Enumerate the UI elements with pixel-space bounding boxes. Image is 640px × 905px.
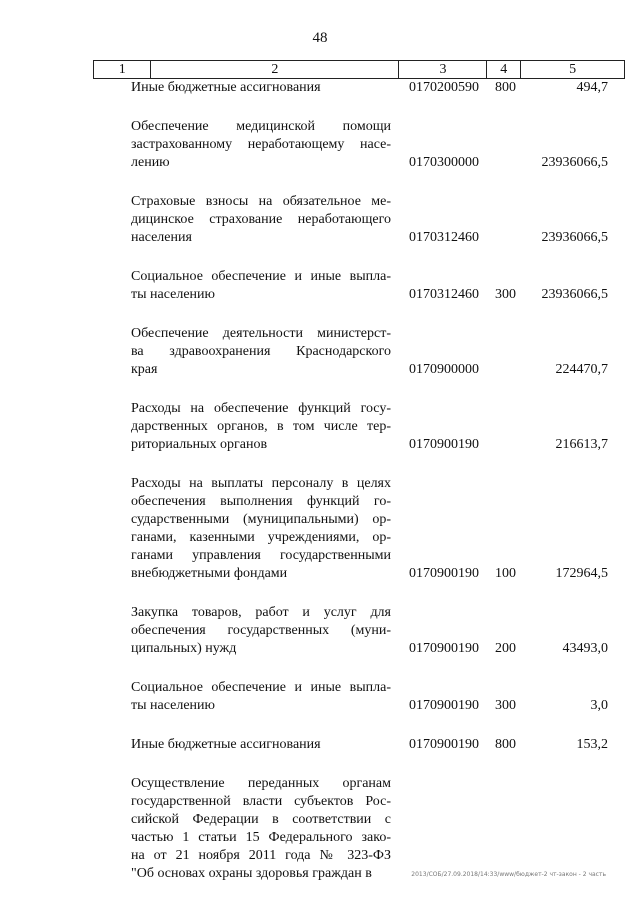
target-code: 0170200590: [409, 80, 479, 95]
description-line: сударственными (муниципальными) ор-: [131, 512, 391, 527]
row-description: [131, 679, 391, 715]
table-row: [0, 268, 640, 304]
amount: 23936066,5: [541, 287, 608, 302]
table-row: [0, 604, 640, 658]
row-description: [131, 475, 391, 583]
description-line: внебюджетными фондами: [131, 566, 288, 581]
target-code: 0170900000: [409, 362, 479, 377]
target-code: 0170312460: [409, 287, 479, 302]
table-row: [0, 325, 640, 379]
table-row: [0, 475, 640, 583]
amount: 3,0: [590, 698, 608, 713]
column-header-3: 3: [399, 61, 487, 79]
description-line: Иные бюджетные ассигнования: [131, 80, 321, 95]
description-line: застрахованному неработающему насе-: [131, 137, 391, 152]
row-description: [131, 193, 391, 247]
description-line: Страховые взносы на обязательное ме-: [131, 194, 391, 209]
expense-type: 200: [495, 641, 516, 656]
description-line: государственной власти субъектов Рос-: [131, 794, 391, 809]
description-line: частью 1 статьи 15 Федерального зако-: [131, 830, 391, 845]
row-description: [131, 79, 391, 97]
row-description: [131, 604, 391, 658]
description-line: ганами управления государственными: [131, 548, 391, 563]
description-line: ганами, казенными учреждениями, ор-: [131, 530, 391, 545]
table-row: [0, 118, 640, 172]
description-line: Социальное обеспечение и иные выпла-: [131, 680, 391, 695]
expense-type: 300: [495, 698, 516, 713]
description-line: Расходы на выплаты персоналу в целях: [131, 476, 391, 491]
description-line: Осуществление переданных органам: [131, 776, 391, 791]
target-code: 0170900190: [409, 437, 479, 452]
table-row: [0, 79, 640, 97]
expense-type: 100: [495, 566, 516, 581]
amount: 494,7: [576, 80, 608, 95]
description-line: лению: [131, 155, 170, 170]
column-header-1: 1: [94, 61, 151, 79]
amount: 224470,7: [555, 362, 608, 377]
description-line: дицинское страхование неработающего: [131, 212, 391, 227]
column-header-row: [93, 60, 625, 79]
description-line: обеспечения выполнения функций го-: [131, 494, 391, 509]
description-line: Расходы на обеспечение функций госу-: [131, 401, 391, 416]
description-line: обеспечения государственных (муни-: [131, 623, 391, 638]
row-description: [131, 268, 391, 304]
budget-rows: [0, 79, 640, 904]
description-line: Социальное обеспечение и иные выпла-: [131, 269, 391, 284]
column-header-4: 4: [487, 61, 521, 79]
description-line: риториальных органов: [131, 437, 268, 452]
description-line: края: [131, 362, 158, 377]
description-line: ты населению: [131, 698, 215, 713]
column-header-2: 2: [151, 61, 399, 79]
footer-stamp: 2013/СОБ/27.09.2018/14:33/www/бюджет-2 чт-закон - 2 часть: [411, 871, 606, 878]
page-number: 48: [312, 30, 328, 46]
amount: 153,2: [576, 737, 608, 752]
amount: 216613,7: [555, 437, 608, 452]
description-line: Обеспечение медицинской помощи: [131, 119, 391, 134]
expense-type: 800: [495, 737, 516, 752]
description-line: населения: [131, 230, 192, 245]
table-row: [0, 400, 640, 454]
table-row: [0, 679, 640, 715]
description-line: ва здравоохранения Краснодарского: [131, 344, 391, 359]
description-line: ципальных) нужд: [131, 641, 237, 656]
target-code: 0170300000: [409, 155, 479, 170]
row-description: [131, 118, 391, 172]
table-row: [0, 775, 640, 883]
amount: 23936066,5: [541, 155, 608, 170]
description-line: "Об основах охраны здоровья граждан в: [131, 866, 372, 881]
amount: 43493,0: [562, 641, 608, 656]
description-line: дарственных органов, в том числе тер-: [131, 419, 391, 434]
description-line: сийской Федерации в соответствии с: [131, 812, 391, 827]
table-row: [0, 736, 640, 754]
expense-type: 300: [495, 287, 516, 302]
row-description: [131, 325, 391, 379]
row-description: [131, 775, 391, 883]
description-line: на от 21 ноября 2011 года № 323-ФЗ: [131, 848, 391, 863]
target-code: 0170312460: [409, 230, 479, 245]
amount: 23936066,5: [541, 230, 608, 245]
row-description: [131, 400, 391, 454]
table-row: [0, 193, 640, 247]
target-code: 0170900190: [409, 737, 479, 752]
description-line: Закупка товаров, работ и услуг для: [131, 605, 391, 620]
description-line: Обеспечение деятельности министерст-: [131, 326, 391, 341]
amount: 172964,5: [555, 566, 608, 581]
target-code: 0170900190: [409, 566, 479, 581]
target-code: 0170900190: [409, 698, 479, 713]
description-line: ты населению: [131, 287, 215, 302]
row-description: [131, 736, 391, 754]
target-code: 0170900190: [409, 641, 479, 656]
expense-type: 800: [495, 80, 516, 95]
description-line: Иные бюджетные ассигнования: [131, 737, 321, 752]
column-header-5: 5: [521, 61, 625, 79]
